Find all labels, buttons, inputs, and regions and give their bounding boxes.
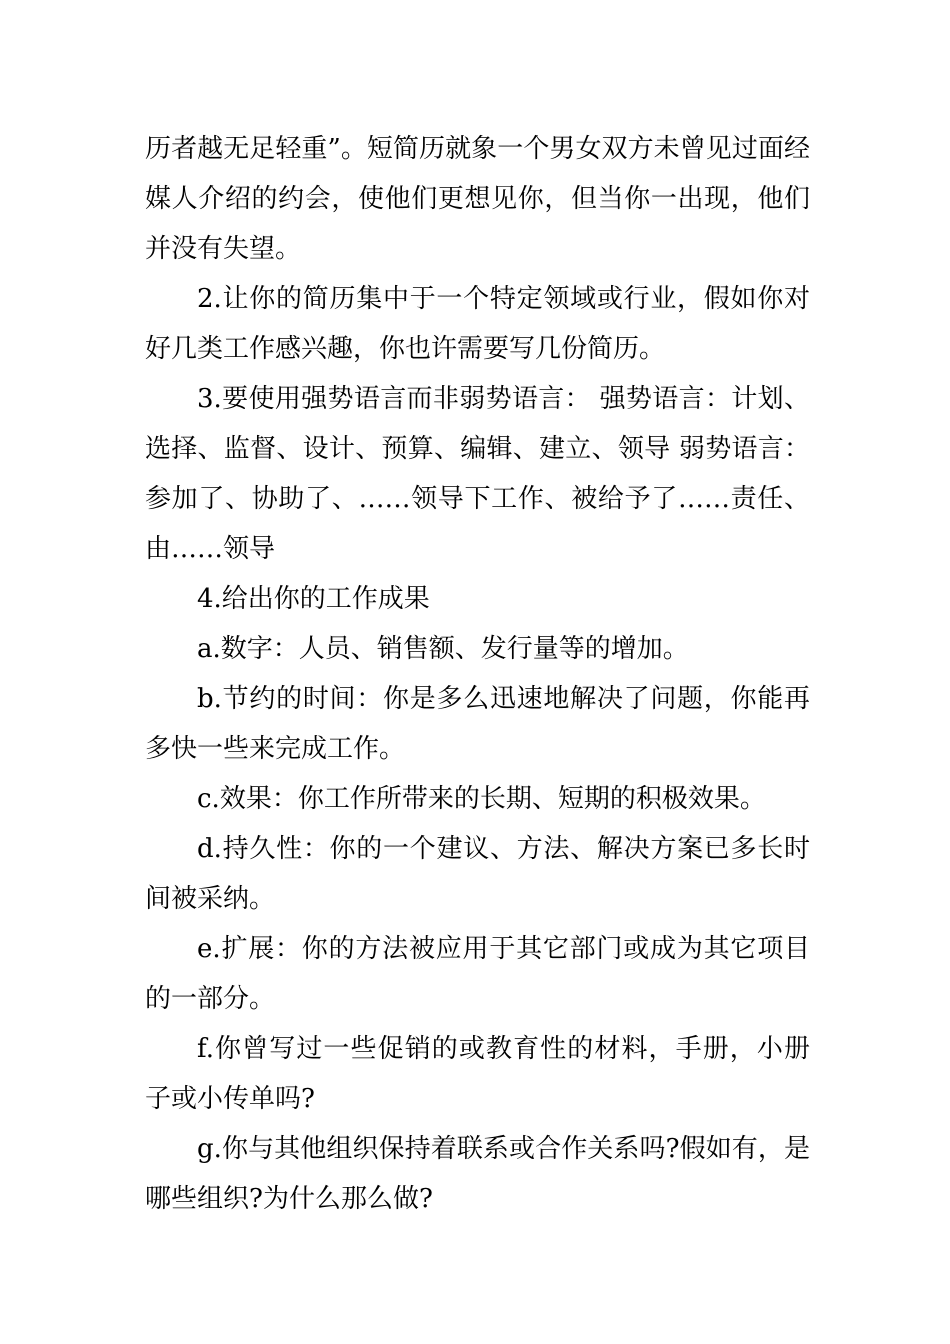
- paragraph-item-f: f.你曾写过一些促销的或教育性的材料，手册，小册子或小传单吗?: [145, 1034, 810, 1114]
- paragraph-tip-4: 4.给出你的工作成果: [197, 584, 430, 614]
- paragraph-item-a: a.数字：人员、销售额、发行量等的增加。: [197, 634, 689, 664]
- document-body: [145, 124, 810, 1224]
- paragraph-item-g: g.你与其他组织保持着联系或合作关系吗?假如有，是哪些组织?为什么那么做?: [145, 1134, 810, 1214]
- paragraph-tip-2: 2.让你的简历集中于一个特定领域或行业，假如你对好几类工作感兴趣，你也许需要写几份简历。: [145, 284, 810, 364]
- paragraph-item-d: d.持久性：你的一个建议、方法、解决方案已多长时间被采纳。: [145, 834, 810, 914]
- paragraph-item-e: e.扩展：你的方法被应用于其它部门或成为其它项目的一部分。: [145, 934, 810, 1014]
- paragraph-item-c: c.效果：你工作所带来的长期、短期的积极效果。: [197, 784, 766, 814]
- paragraph-resume-length: 历者越无足轻重”。短简历就象一个男女双方未曾见过面经媒人介绍的约会，使他们更想见你，但当你一出现，他们并没有失望。: [145, 134, 810, 264]
- paragraph-item-b: b.节约的时间：你是多么迅速地解决了问题，你能再多快一些来完成工作。: [145, 684, 810, 764]
- paragraph-tip-3: 3.要使用强势语言而非弱势语言： 强势语言：计划、选择、监督、设计、预算、编辑、建立、领导 弱势语言：参加了、协助了、……领导下工作、被给予了……责任、由……领导: [145, 384, 810, 564]
